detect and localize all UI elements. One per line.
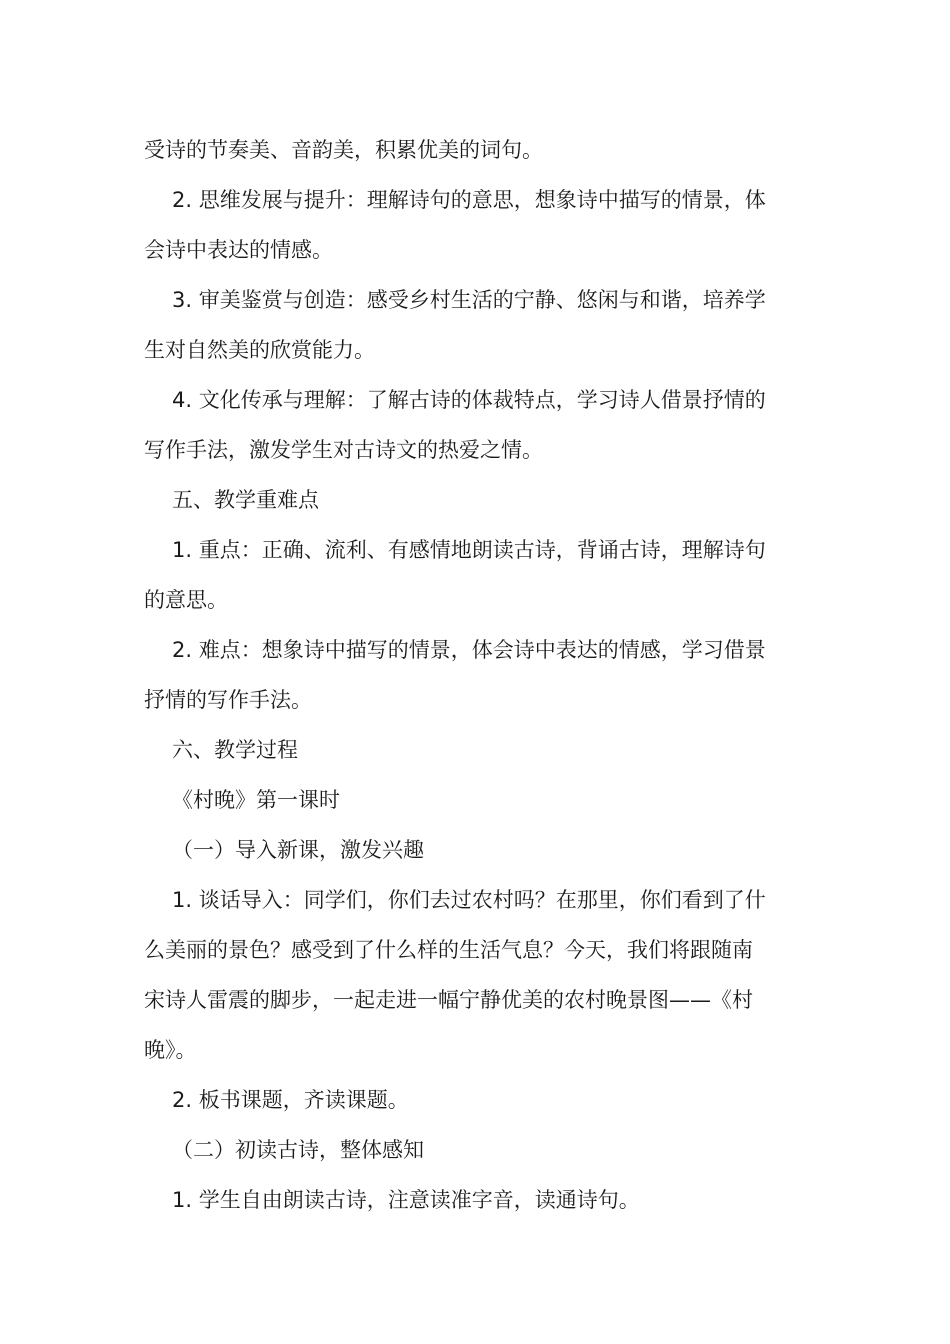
subsection-heading-first-reading: （二）初读古诗，整体感知 (172, 1138, 424, 1162)
paragraph-line: 么美丽的景色？感受到了什么样的生活气息？今天，我们将跟随南 (144, 938, 753, 962)
objective-3-line: 3. 审美鉴赏与创造：感受乡村生活的宁静、悠闲与和谐，培养学 (172, 288, 766, 312)
intro-step-1-line: 1. 谈话导入：同学们，你们去过农村吗？在那里，你们看到了什 (172, 888, 766, 912)
paragraph-line: 宋诗人雷震的脚步，一起走进一幅宁静优美的农村晚景图——《村 (144, 988, 753, 1012)
paragraph-line: 受诗的节奏美、音韵美，积累优美的词句。 (144, 138, 543, 162)
paragraph-line: 晚》。 (144, 1038, 197, 1062)
lesson-title: 《村晚》第一课时 (172, 788, 340, 812)
intro-step-2-line: 2. 板书课题，齐读课题。 (172, 1088, 409, 1112)
reading-step-1-line: 1. 学生自由朗读古诗，注意读准字音，读通诗句。 (172, 1188, 640, 1212)
section-heading-key-points: 五、教学重难点 (172, 488, 319, 512)
objective-4-line: 4. 文化传承与理解：了解古诗的体裁特点，学习诗人借景抒情的 (172, 388, 766, 412)
paragraph-line: 生对自然美的欣赏能力。 (144, 338, 375, 362)
paragraph-line: 抒情的写作手法。 (144, 688, 312, 712)
subsection-heading-intro: （一）导入新课，激发兴趣 (172, 838, 424, 862)
paragraph-line: 写作手法，激发学生对古诗文的热爱之情。 (144, 438, 543, 462)
difficult-point-line: 2. 难点：想象诗中描写的情景，体会诗中表达的情感，学习借景 (172, 638, 766, 662)
paragraph-line: 会诗中表达的情感。 (144, 238, 333, 262)
key-point-line: 1. 重点：正确、流利、有感情地朗读古诗，背诵古诗，理解诗句 (172, 538, 766, 562)
paragraph-line: 的意思。 (144, 588, 228, 612)
section-heading-process: 六、教学过程 (172, 738, 298, 762)
objective-2-line: 2. 思维发展与提升：理解诗句的意思，想象诗中描写的情景，体 (172, 188, 766, 212)
